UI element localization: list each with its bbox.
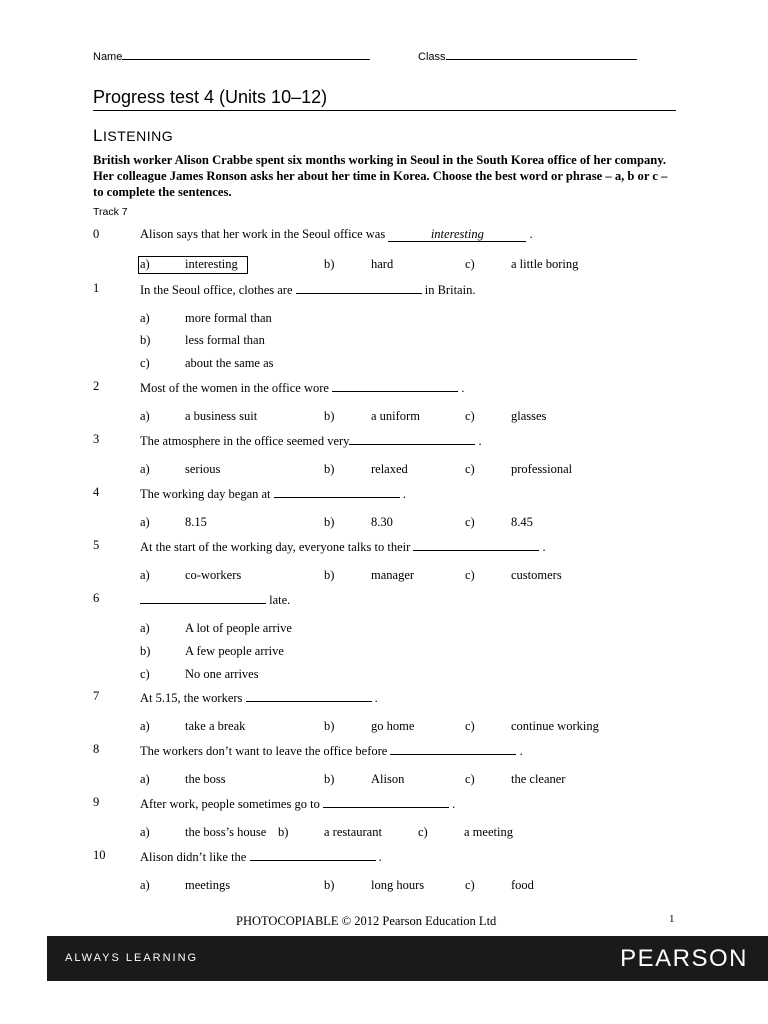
option-text: relaxed [371, 462, 408, 476]
option-letter: a) [140, 462, 150, 476]
option-text: A lot of people arrive [185, 621, 292, 635]
name-label: Name [93, 51, 123, 63]
option-text: meetings [185, 878, 231, 892]
option-letter: a) [140, 568, 150, 582]
option-text: the cleaner [511, 772, 566, 786]
option-text: continue working [511, 719, 599, 733]
option-text: more formal than [185, 311, 272, 325]
section-heading [93, 126, 173, 146]
option-text: take a break [185, 719, 246, 733]
option-text: No one arrives [185, 667, 259, 681]
option-text: co-workers [185, 568, 242, 582]
option-text: customers [511, 568, 562, 582]
track-label: Track 7 [93, 206, 128, 218]
option-letter: b) [140, 644, 151, 658]
question-number: 5 [93, 538, 100, 552]
class-label: Class [418, 51, 446, 63]
option-text: a restaurant [324, 825, 382, 839]
answer-blank[interactable] [413, 538, 539, 551]
option-letter: a) [140, 878, 150, 892]
option-letter: c) [418, 825, 428, 839]
option-text: the boss [185, 772, 226, 786]
option-text: professional [511, 462, 573, 476]
question-number: 10 [93, 848, 106, 862]
name-line[interactable] [122, 48, 370, 60]
question-text: After work, people sometimes go to . [140, 797, 456, 811]
question-number: 4 [93, 485, 100, 499]
option-text: a meeting [464, 825, 513, 839]
answer-blank[interactable] [349, 432, 475, 445]
answer-blank[interactable] [323, 795, 449, 808]
option-letter: a) [140, 825, 150, 839]
option-letter: a) [140, 515, 150, 529]
option-letter: a) [140, 772, 150, 786]
answer-blank[interactable] [390, 742, 516, 755]
question-text: Most of the women in the office wore . [140, 381, 465, 395]
option-text: food [511, 878, 534, 892]
question-number: 3 [93, 432, 100, 446]
option-text: 8.15 [185, 515, 207, 529]
class-field[interactable] [418, 48, 637, 63]
option-text: about the same as [185, 356, 274, 370]
option-letter: a) [140, 719, 150, 733]
question-number: 9 [93, 795, 100, 809]
option-letter: c) [465, 257, 475, 271]
option-letter: b) [324, 257, 335, 271]
option-letter: c) [465, 719, 475, 733]
page-title: Progress test 4 (Units 10–12) [93, 87, 676, 111]
option-text: serious [185, 462, 221, 476]
option-letter: b) [278, 825, 289, 839]
option-letter: b) [324, 719, 335, 733]
answer-blank[interactable] [250, 848, 376, 861]
option-text: Alison [371, 772, 405, 786]
banner-slogan: ALWAYS LEARNING [65, 952, 199, 964]
option-letter: c) [465, 878, 475, 892]
class-line[interactable] [446, 48, 637, 60]
pearson-logo: PEARSON [620, 945, 748, 972]
option-letter: c) [140, 356, 150, 370]
question-number: 8 [93, 742, 100, 756]
option-letter: c) [465, 462, 475, 476]
option-text: 8.30 [371, 515, 393, 529]
option-letter: c) [140, 667, 150, 681]
option-text: go home [371, 719, 415, 733]
option-text: manager [371, 568, 415, 582]
option-letter: b) [324, 409, 335, 423]
option-text: 8.45 [511, 515, 533, 529]
option-letter: c) [465, 409, 475, 423]
answer-blank[interactable] [296, 281, 422, 294]
option-text: the boss’s house [185, 825, 267, 839]
page-number: 1 [669, 913, 675, 925]
option-letter: a) [140, 257, 150, 271]
option-letter: a) [140, 621, 150, 635]
copyright-footer: PHOTOCOPIABLE © 2012 Pearson Education Ltd [236, 914, 497, 928]
instructions: British worker Alison Crabbe spent six months working in Seoul in the South Korea office of her company. Her colleague James Ronson asks her about her time in Korea. Choose the best word or phrase – a, b or c – to complete the sentences. [93, 153, 668, 199]
option-text: a business suit [185, 409, 258, 423]
publisher-banner [47, 936, 768, 981]
option-text: a uniform [371, 409, 420, 423]
question-number: 1 [93, 281, 100, 295]
question-text: Alison didn’t like the . [140, 850, 382, 864]
question-text: At the start of the working day, everyone talks to their . [140, 540, 546, 554]
option-letter: b) [324, 515, 335, 529]
option-letter: b) [324, 462, 335, 476]
option-letter: b) [324, 878, 335, 892]
question-number: 6 [93, 591, 100, 605]
name-field[interactable] [93, 48, 370, 63]
option-text: interesting [185, 257, 238, 271]
answer-blank[interactable] [140, 591, 266, 604]
option-letter: b) [324, 772, 335, 786]
option-letter: b) [324, 568, 335, 582]
option-text: A few people arrive [185, 644, 284, 658]
section-heading-initial: L [93, 126, 103, 145]
question-text: The workers don’t want to leave the office before . [140, 744, 523, 758]
question-text: The atmosphere in the office seemed very . [140, 434, 482, 448]
question-number: 2 [93, 379, 100, 393]
option-text: glasses [511, 409, 547, 423]
question-number: 7 [93, 689, 100, 703]
section-heading-rest: ISTENING [102, 128, 174, 144]
question-text: The working day began at . [140, 487, 406, 501]
example-answer: interesting [388, 228, 526, 242]
question-text: Alison says that her work in the Seoul office was interesting . [140, 227, 533, 241]
option-letter: c) [465, 568, 475, 582]
option-letter: a) [140, 311, 150, 325]
option-letter: a) [140, 409, 150, 423]
option-letter: c) [465, 772, 475, 786]
option-text: hard [371, 257, 394, 271]
question-text: late. [140, 591, 290, 608]
question-number: 0 [93, 227, 100, 241]
option-letter: c) [465, 515, 475, 529]
question-text: In the Seoul office, clothes are in Britain. [140, 283, 476, 297]
option-letter: b) [140, 333, 151, 347]
option-text: less formal than [185, 333, 265, 347]
answer-blank[interactable] [246, 689, 372, 702]
option-text: a little boring [511, 257, 579, 271]
option-text: long hours [371, 878, 425, 892]
answer-blank[interactable] [274, 485, 400, 498]
question-text: At 5.15, the workers . [140, 691, 378, 705]
answer-blank[interactable] [332, 379, 458, 392]
